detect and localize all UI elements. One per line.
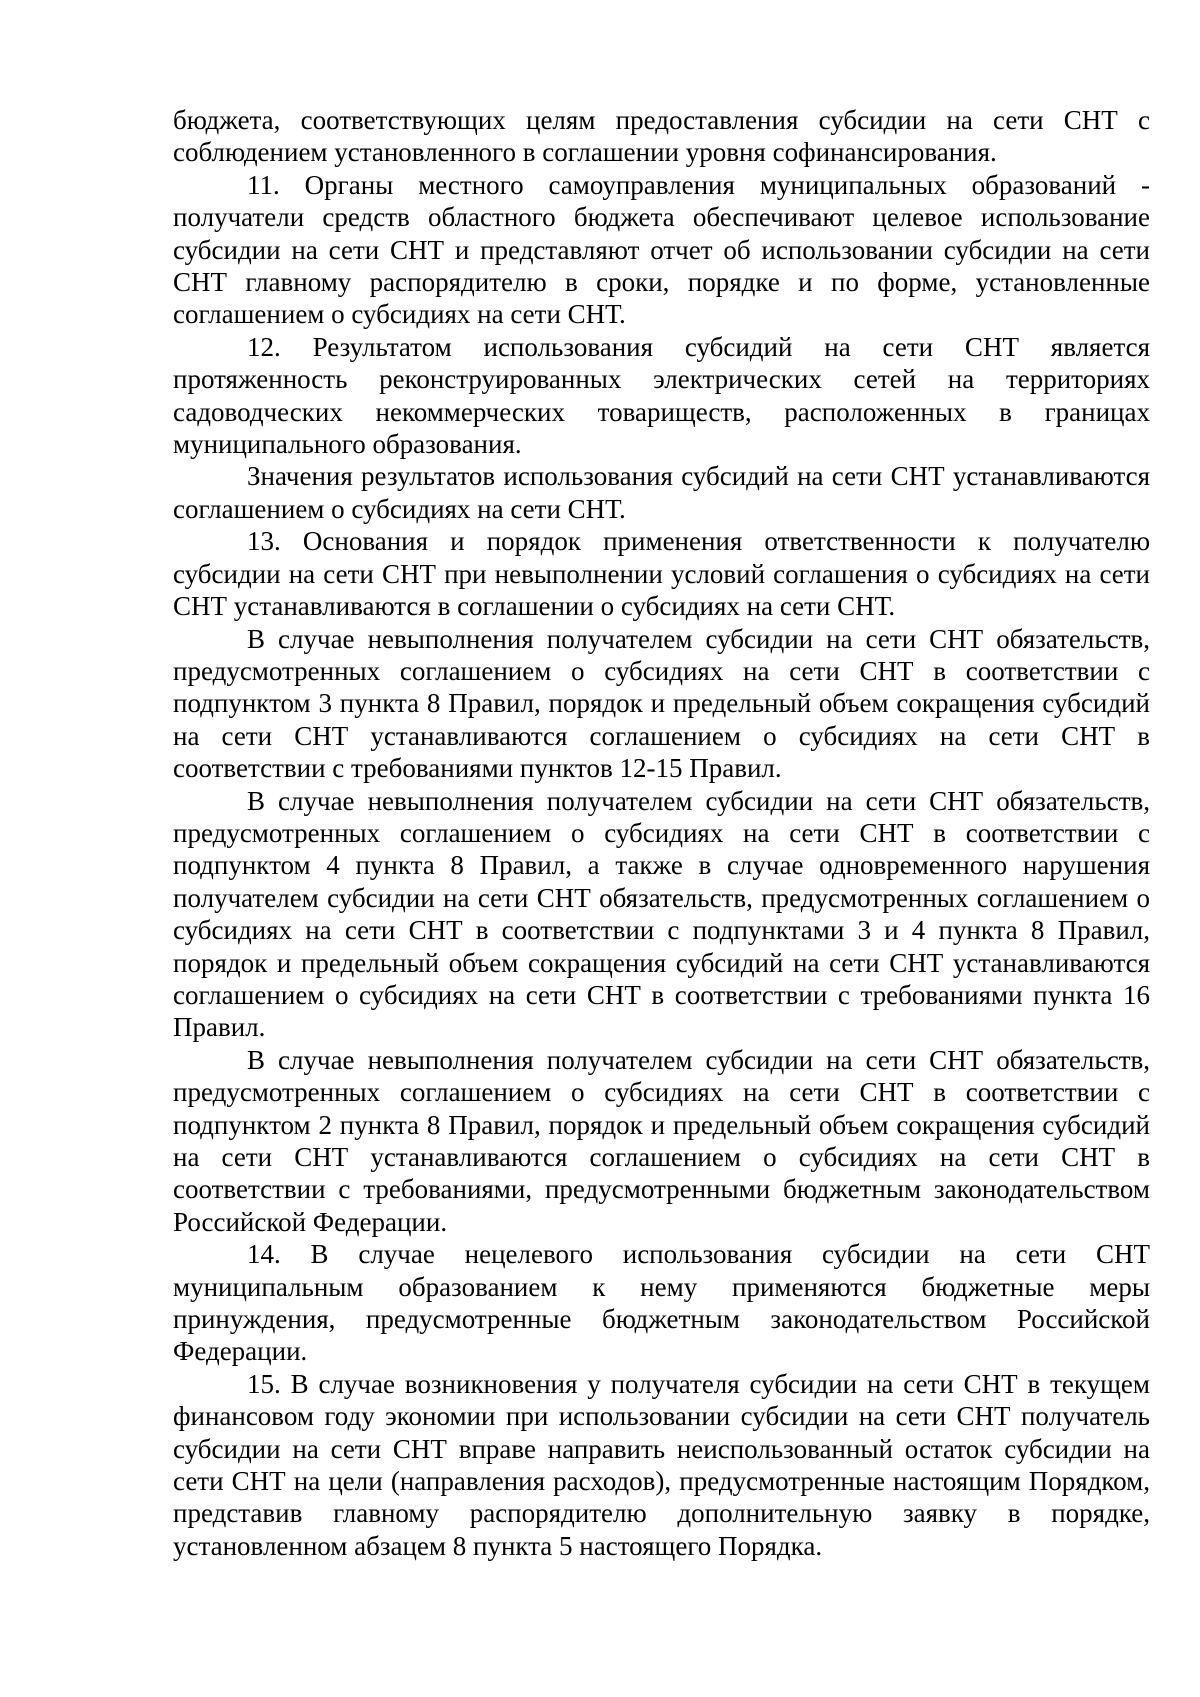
- paragraph-result-values: Значения результатов использования субсидий на сети СНТ устанавливаются соглашением о субсидиях на сети СНТ.: [173, 461, 1150, 524]
- paragraph-item-13: 13. Основания и порядок применения ответственности к получателю субсидии на сети СНТ при невыполнении условий соглашения о субсидиях на сети СНТ устанавливаются в соглашении о субсидиях на сети СНТ.: [173, 526, 1150, 622]
- paragraph-item-12: 12. Результатом использования субсидий на сети СНТ является протяженность реконструированных электрических сетей на территориях садоводческих некоммерческих товариществ, расположенных в границах муниципального образования.: [173, 331, 1150, 460]
- paragraph-item-14: 14. В случае нецелевого использования субсидии на сети СНТ муниципальным образованием к нему применяются бюджетные меры принуждения, предусмотренные бюджетным законодательством Российской Федерации.: [173, 1239, 1150, 1367]
- paragraph-item-15: 15. В случае возникновения у получателя субсидии на сети СНТ в текущем финансовом году экономии при использовании субсидии на сети СНТ получатель субсидии на сети СНТ вправе направить неиспользованный остаток субсидии на сети СНТ на цели (направления расходов), предусмотренные настоящим Порядком, представив главному распорядителю дополнительную заявку в порядке, установленном абзацем 8 пункта 5 настоящего Порядка.: [173, 1368, 1150, 1561]
- paragraph-item-11: 11. Органы местного самоуправления муниципальных образований - получатели средств областного бюджета обеспечивают целевое использование субсидии на сети СНТ и представляют отчет об использовании субсидии на сети СНТ главному распорядителю в сроки, порядке и по форме, установленные соглашением о субсидиях на сети СНТ.: [173, 169, 1150, 330]
- document-page: [173, 104, 1150, 1562]
- paragraph-case-subpoint-4: В случае невыполнения получателем субсидии на сети СНТ обязательств, предусмотренных соглашением о субсидиях на сети СНТ в соответствии с подпунктом 4 пункта 8 Правил, а также в случае одновременного нарушения получателем субсидии на сети СНТ обязательств, предусмотренных соглашением о субсидиях на сети СНТ в соответствии с подпунктами 3 и 4 пункта 8 Правил, порядок и предельный объем сокращения субсидий на сети СНТ устанавливаются соглашением о субсидиях на сети СНТ в соответствии с требованиями пункта 16 Правил.: [173, 785, 1150, 1043]
- paragraph-case-subpoint-2: В случае невыполнения получателем субсидии на сети СНТ обязательств, предусмотренных соглашением о субсидиях на сети СНТ в соответствии с подпунктом 2 пункта 8 Правил, порядок и предельный объем сокращения субсидий на сети СНТ устанавливаются соглашением о субсидиях на сети СНТ в соответствии с требованиями, предусмотренными бюджетным законодательством Российской Федерации.: [173, 1044, 1150, 1237]
- paragraph-continuation: бюджета, соответствующих целям предоставления субсидии на сети СНТ с соблюдением установленного в соглашении уровня софинансирования.: [173, 105, 1150, 168]
- paragraph-case-subpoint-3: В случае невыполнения получателем субсидии на сети СНТ обязательств, предусмотренных соглашением о субсидиях на сети СНТ в соответствии с подпунктом 3 пункта 8 Правил, порядок и предельный объем сокращения субсидий на сети СНТ устанавливаются соглашением о субсидиях на сети СНТ в соответствии с требованиями пунктов 12-15 Правил.: [173, 623, 1150, 784]
